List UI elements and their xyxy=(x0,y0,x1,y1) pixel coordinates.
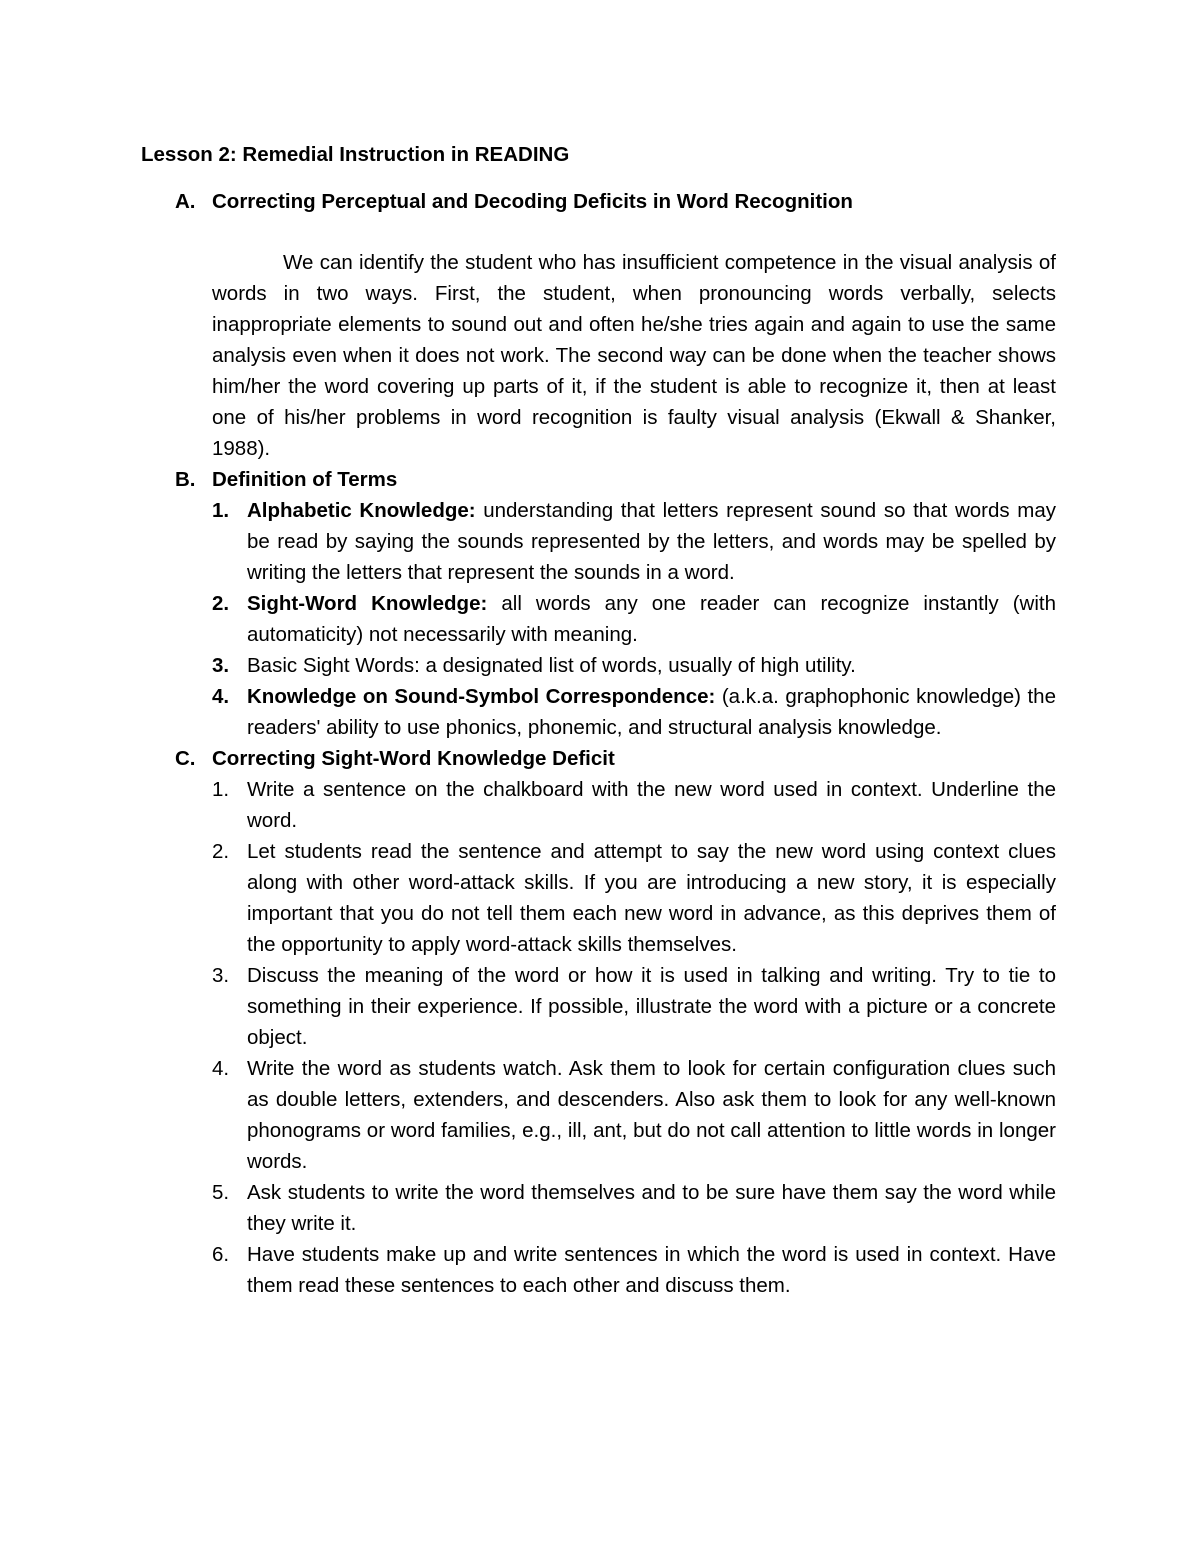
step-item-3 xyxy=(212,960,1056,1053)
section-c-heading: Correcting Sight-Word Knowledge Deficit xyxy=(212,747,615,770)
step-text: Discuss the meaning of the word or how it is used in talking and writing. Try to tie to something in their experience. If possible, illustrate the word with a picture or a concrete object. xyxy=(247,964,1056,1049)
section-b xyxy=(141,464,1056,743)
definition-number: 3. xyxy=(212,654,230,677)
definition-text: all words any one reader can recognize instantly (with automaticity) not necessarily with meaning. xyxy=(247,592,1056,646)
step-item-6 xyxy=(212,1239,1056,1301)
section-a xyxy=(141,186,1056,464)
definition-text: understanding that letters represent sound so that words may be read by saying the sounds represented by the letters, and words may be spelled by writing the letters that represent the sounds in a word. xyxy=(247,499,1056,584)
step-number: 2. xyxy=(212,840,230,863)
definition-text: Basic Sight Words: a designated list of words, usually of high utility. xyxy=(247,654,856,677)
section-a-paragraph: We can identify the student who has insufficient competence in the visual analysis of words in two ways. First, the student, when pronouncing words verbally, selects inappropriate elements to sound out and often he/she tries again and again to use the same analysis even when it does not work. The second way can be done when the teacher shows him/her the word covering up parts of it, if the student is able to recognize it, then at least one of his/her problems in word recognition is faulty visual analysis (Ekwall & Shanker, 1988). xyxy=(212,251,1056,460)
definition-term: Alphabetic Knowledge: xyxy=(247,499,476,522)
definition-item-1 xyxy=(212,495,1056,588)
definition-list xyxy=(212,495,1056,743)
step-item-2 xyxy=(212,836,1056,960)
section-b-heading: Definition of Terms xyxy=(212,468,398,491)
step-item-5 xyxy=(212,1177,1056,1239)
step-number: 3. xyxy=(212,964,230,987)
section-c xyxy=(141,743,1056,1301)
definition-item-3 xyxy=(212,650,1056,681)
definition-term: Knowledge on Sound-Symbol Correspondence: xyxy=(247,685,716,708)
definition-number: 1. xyxy=(212,499,230,522)
section-b-letter: B. xyxy=(175,468,196,491)
section-a-letter: A. xyxy=(175,190,196,213)
step-item-1 xyxy=(212,774,1056,836)
step-text: Write a sentence on the chalkboard with the new word used in context. Underline the word. xyxy=(247,778,1056,832)
step-item-4 xyxy=(212,1053,1056,1177)
step-text: Let students read the sentence and attempt to say the new word using context clues along with other word-attack skills. If you are introducing a new story, it is especially important that you do not tell them each new word in advance, as this deprives them of the opportunity to apply word-attack skills themselves. xyxy=(247,840,1056,956)
definition-item-4 xyxy=(212,681,1056,743)
step-number: 1. xyxy=(212,778,230,801)
step-text: Write the word as students watch. Ask them to look for certain configuration clues such as double letters, extenders, and descenders. Also ask them to look for any well-known phonograms or word families, e.g., ill, ant, but do not call attention to little words in longer words. xyxy=(247,1057,1056,1173)
definition-text: (a.k.a. graphophonic knowledge) the readers' ability to use phonics, phonemic, and structural analysis knowledge. xyxy=(247,685,1056,739)
step-text: Ask students to write the word themselves and to be sure have them say the word while they write it. xyxy=(247,1181,1056,1235)
section-a-heading: Correcting Perceptual and Decoding Deficits in Word Recognition xyxy=(212,190,853,213)
step-number: 5. xyxy=(212,1181,230,1204)
definition-number: 4. xyxy=(212,685,230,708)
steps-list xyxy=(212,774,1056,1301)
definition-term: Sight-Word Knowledge: xyxy=(247,592,488,615)
step-number: 6. xyxy=(212,1243,230,1266)
step-text: Have students make up and write sentences in which the word is used in context. Have them read these sentences to each other and discuss them. xyxy=(247,1243,1056,1297)
section-c-letter: C. xyxy=(175,747,196,770)
lesson-title: Lesson 2: Remedial Instruction in READING xyxy=(141,143,570,166)
definition-number: 2. xyxy=(212,592,230,615)
definition-item-2 xyxy=(212,588,1056,650)
step-number: 4. xyxy=(212,1057,230,1080)
